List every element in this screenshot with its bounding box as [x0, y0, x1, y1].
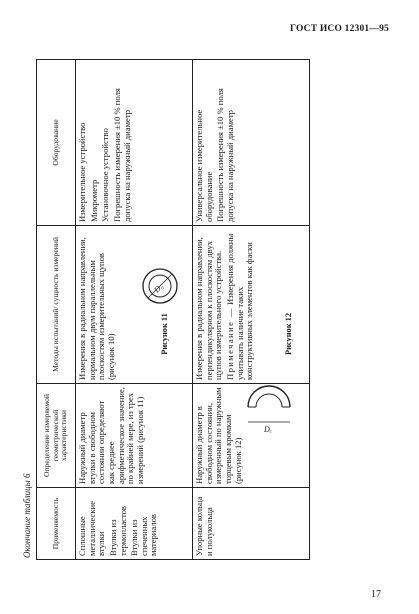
- diameter-label: D₀: [152, 281, 165, 295]
- cell-equipment: [193, 60, 310, 226]
- method-text: Измерения в радиальном направлении, перпендикулярном к плоскостям двух щупов измерительного устройства.: [194, 237, 224, 380]
- figure-12: [186, 286, 294, 382]
- column-header-equipment: Оборудование: [37, 60, 76, 226]
- table-caption: Окончание таблицы 6: [22, 473, 32, 558]
- diameter-label: Dₑ: [264, 425, 272, 434]
- figure-11-caption: Рисунок 11: [160, 313, 169, 355]
- cell-definition: [76, 384, 193, 488]
- equipment-item: Погрешность измерения ±10 % поля допуска на наружный диаметр: [215, 88, 235, 222]
- figure-11-drawing: [138, 264, 182, 308]
- column-header-applicability: Применяемость: [37, 488, 76, 560]
- rotated-table-block: [20, 60, 350, 560]
- column-header-definition: Определение измеряемой геометрической характеристики: [37, 384, 76, 488]
- cell-equipment: [76, 60, 193, 226]
- applicability-item: Втулки из термопластов: [107, 506, 128, 556]
- equipment-item: Погрешность измерения ±10 % поля допуска на наружный диаметр: [111, 88, 132, 222]
- applicability-item: Упорные кольца и полукольца: [194, 496, 214, 556]
- column-header-method: Методы испытаний/ сущность измерений: [37, 226, 76, 384]
- figure-12-caption: Рисунок 12: [284, 312, 293, 356]
- method-text: Измерения в радиальном направлении, нормальном двум параллельным плоскостям измерительных щупов (рисунок 10): [77, 237, 116, 380]
- figure-12-drawing: [240, 378, 298, 436]
- note-body: Измерения должны учитывать наличие таких конструктивных элементов как фаски: [224, 233, 255, 380]
- page-number: 17: [371, 589, 381, 600]
- note-heading: Примечание —: [224, 307, 235, 380]
- equipment-item: Универсальное измерительное оборудование: [194, 109, 214, 222]
- definition-text: Наружный диаметр в свободном состоянии, измеренный по наружным торцевым кромкам (рисунок 12): [194, 387, 243, 484]
- equipment-item: Микрометр: [88, 179, 99, 222]
- equipment-item: Установочное устройство: [100, 128, 111, 222]
- ring-outer-arc: [248, 386, 290, 407]
- cell-applicability: [193, 488, 310, 560]
- ring-inner-arc: [256, 394, 282, 407]
- cell-applicability: [76, 488, 193, 560]
- standard-code: ГОСТ ИСО 12301—95: [289, 24, 389, 34]
- applicability-item: Втулки из спеченных материалов: [129, 514, 159, 556]
- definition-text: Наружный диаметр втулки в свободном состоянии определяют как среднее арифметическое значение, по крайней мере, из трех измерений (рисунок 11): [77, 387, 145, 484]
- table-header-row: [37, 60, 76, 560]
- applicability-item: Сплошные металлические втулки: [77, 501, 107, 556]
- equipment-item: Измерительное устройство: [77, 122, 87, 222]
